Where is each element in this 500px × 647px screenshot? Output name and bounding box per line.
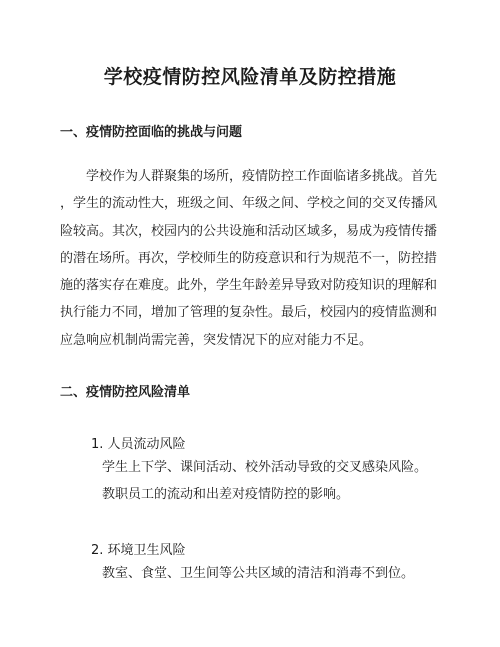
section-heading-risk-list: 二、疫情防控风险清单 <box>60 385 191 400</box>
paragraph-line: 应急响应机制尚需完善，突发情况下的应对能力不足。 <box>60 332 373 348</box>
document-title: 学校疫情防控风险清单及防控措施 <box>103 66 397 88</box>
paragraph-line: ，学生的流动性大，班级之间、年级之间、学校之间的交叉传播风 <box>60 196 438 212</box>
risk-item: 学生上下学、课间活动、校外活动导致的交叉感染风险。 <box>102 460 428 475</box>
risk-item: 教室、食堂、卫生间等公共区域的清洁和消毒不到位。 <box>102 566 415 581</box>
subsection-heading-environment: 2. 环境卫生风险 <box>91 543 186 558</box>
paragraph-line: 的潜在场所。再次，学校师生的防疫意识和行为规范不一，防控措 <box>60 250 438 266</box>
challenges-paragraph <box>60 163 445 354</box>
paragraph-line: 险较高。其次，校园内的公共设施和活动区域多，易成为疫情传播 <box>60 223 438 239</box>
section-heading-challenges: 一、疫情防控面临的挑战与问题 <box>60 125 243 140</box>
paragraph-line: 执行能力不同，增加了管理的复杂性。最后，校园内的疫情监测和 <box>60 305 438 321</box>
paragraph-line: 施的落实存在难度。此外，学生年龄差异导致对防疫知识的理解和 <box>60 278 438 294</box>
risk-item: 教职员工的流动和出差对疫情防控的影响。 <box>102 487 350 502</box>
subsection-heading-personnel-flow: 1. 人员流动风险 <box>91 437 186 452</box>
paragraph-line: 学校作为人群聚集的场所，疫情防控工作面临诸多挑战。首先 <box>86 169 438 184</box>
